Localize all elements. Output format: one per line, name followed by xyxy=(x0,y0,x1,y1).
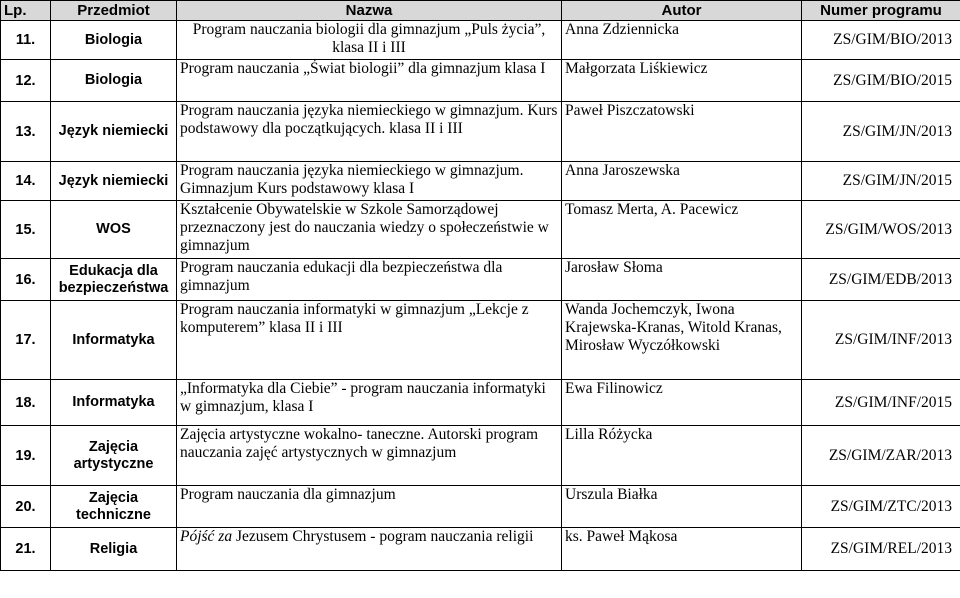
row-program-number: ZS/GIM/EDB/2013 xyxy=(802,259,960,301)
table-row xyxy=(1,426,960,486)
row-program-number: ZS/GIM/BIO/2013 xyxy=(802,21,960,60)
row-author: Lilla Różycka xyxy=(562,426,802,486)
row-lp: 13. xyxy=(1,102,51,162)
row-subject: Religia xyxy=(51,528,177,571)
table-row xyxy=(1,259,960,301)
row-author: Urszula Białka xyxy=(562,486,802,528)
row-name xyxy=(177,528,562,571)
row-subject: Język niemiecki xyxy=(51,102,177,162)
row-program-number: ZS/GIM/JN/2013 xyxy=(802,102,960,162)
row-name-rest: Jezusem Chrystusem - pogram nauczania religii xyxy=(232,528,534,545)
table-row xyxy=(1,201,960,259)
row-lp: 18. xyxy=(1,380,51,426)
row-author: Anna Zdziennicka xyxy=(562,21,802,60)
row-author: Wanda Jochemczyk, Iwona Krajewska-Kranas, Witold Kranas, Mirosław Wyczółkowski xyxy=(562,301,802,380)
row-name: Program nauczania języka niemieckiego w gimnazjum. Kurs podstawowy dla początkujących. klasa II i III xyxy=(177,102,562,162)
row-author: Anna Jaroszewska xyxy=(562,162,802,201)
row-author: Paweł Piszczatowski xyxy=(562,102,802,162)
row-subject: Biologia xyxy=(51,60,177,102)
row-program-number: ZS/GIM/WOS/2013 xyxy=(802,201,960,259)
row-lp: 14. xyxy=(1,162,51,201)
row-subject: Zajęcia artystyczne xyxy=(51,426,177,486)
row-name: Program nauczania języka niemieckiego w gimnazjum. Gimnazjum Kurs podstawowy klasa I xyxy=(177,162,562,201)
row-lp: 15. xyxy=(1,201,51,259)
row-program-number: ZS/GIM/BIO/2015 xyxy=(802,60,960,102)
row-lp: 19. xyxy=(1,426,51,486)
row-name: Kształcenie Obywatelskie w Szkole Samorządowej przeznaczony jest do nauczania wiedzy o społeczeństwie w gimnazjum xyxy=(177,201,562,259)
row-name: „Informatyka dla Ciebie” - program nauczania informatyki w gimnazjum, klasa I xyxy=(177,380,562,426)
row-program-number: ZS/GIM/JN/2015 xyxy=(802,162,960,201)
row-name: Program nauczania informatyki w gimnazjum „Lekcje z komputerem” klasa II i III xyxy=(177,301,562,380)
row-lp: 16. xyxy=(1,259,51,301)
row-name: Program nauczania „Świat biologii” dla gimnazjum klasa I xyxy=(177,60,562,102)
row-author: ks. Paweł Mąkosa xyxy=(562,528,802,571)
header-author: Autor xyxy=(562,1,802,21)
row-author: Ewa Filinowicz xyxy=(562,380,802,426)
header-subject: Przedmiot xyxy=(51,1,177,21)
table-row xyxy=(1,162,960,201)
row-subject: Edukacja dla bezpieczeństwa xyxy=(51,259,177,301)
table-row xyxy=(1,528,960,571)
row-lp: 12. xyxy=(1,60,51,102)
row-name: Zajęcia artystyczne wokalno- taneczne. Autorski program nauczania zajęć artystycznych w gimnazjum xyxy=(177,426,562,486)
row-subject: Informatyka xyxy=(51,301,177,380)
table-row xyxy=(1,486,960,528)
header-program-number: Numer programu xyxy=(802,1,960,21)
row-name: Program nauczania edukacji dla bezpieczeństwa dla gimnazjum xyxy=(177,259,562,301)
row-author: Tomasz Merta, A. Pacewicz xyxy=(562,201,802,259)
row-name-italic: Pójść za xyxy=(180,528,233,545)
row-program-number: ZS/GIM/ZTC/2013 xyxy=(802,486,960,528)
table-row xyxy=(1,301,960,380)
row-lp: 17. xyxy=(1,301,51,380)
row-lp: 21. xyxy=(1,528,51,571)
row-subject: Zajęcia techniczne xyxy=(51,486,177,528)
header-lp: Lp. xyxy=(1,1,51,21)
row-program-number: ZS/GIM/REL/2013 xyxy=(802,528,960,571)
row-program-number: ZS/GIM/INF/2013 xyxy=(802,301,960,380)
row-subject: Biologia xyxy=(51,21,177,60)
row-subject: WOS xyxy=(51,201,177,259)
row-name: Program nauczania dla gimnazjum xyxy=(177,486,562,528)
row-program-number: ZS/GIM/ZAR/2013 xyxy=(802,426,960,486)
table-row xyxy=(1,380,960,426)
row-subject: Informatyka xyxy=(51,380,177,426)
table-row xyxy=(1,60,960,102)
row-lp: 11. xyxy=(1,21,51,60)
header-name: Nazwa xyxy=(177,1,562,21)
row-lp: 20. xyxy=(1,486,51,528)
row-author: Małgorzata Liśkiewicz xyxy=(562,60,802,102)
row-author: Jarosław Słoma xyxy=(562,259,802,301)
header-row xyxy=(1,1,960,21)
row-name: Program nauczania biologii dla gimnazjum „Puls życia”, klasa II i III xyxy=(177,21,562,60)
row-program-number: ZS/GIM/INF/2015 xyxy=(802,380,960,426)
table-row xyxy=(1,21,960,60)
row-subject: Język niemiecki xyxy=(51,162,177,201)
table-row xyxy=(1,102,960,162)
